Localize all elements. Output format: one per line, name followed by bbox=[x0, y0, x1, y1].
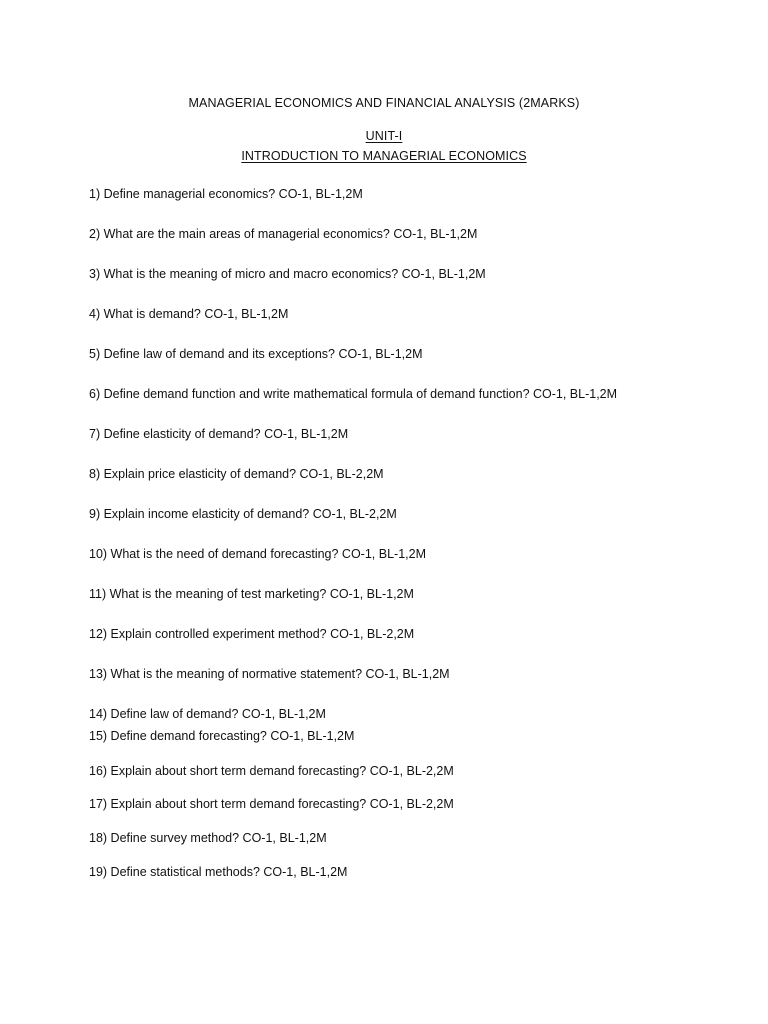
question-item: 12) Explain controlled experiment method? CO-1, BL-2,2M bbox=[89, 627, 415, 641]
question-item: 2) What are the main areas of managerial economics? CO-1, BL-1,2M bbox=[89, 227, 478, 241]
unit-heading-text: UNIT-I bbox=[365, 129, 403, 143]
section-heading bbox=[0, 148, 768, 164]
question-item: 19) Define statistical methods? CO-1, BL-1,2M bbox=[89, 865, 348, 879]
question-item: 6) Define demand function and write mathematical formula of demand function? CO-1, BL-1,2M bbox=[89, 387, 618, 401]
question-item: 18) Define survey method? CO-1, BL-1,2M bbox=[89, 831, 327, 845]
question-item: 11) What is the meaning of test marketing? CO-1, BL-1,2M bbox=[89, 587, 414, 601]
question-item: 16) Explain about short term demand forecasting? CO-1, BL-2,2M bbox=[89, 764, 454, 778]
question-item: 15) Define demand forecasting? CO-1, BL-1,2M bbox=[89, 729, 355, 743]
question-item: 10) What is the need of demand forecasting? CO-1, BL-1,2M bbox=[89, 547, 426, 561]
question-item: 5) Define law of demand and its exceptions? CO-1, BL-1,2M bbox=[89, 347, 423, 361]
question-item: 13) What is the meaning of normative statement? CO-1, BL-1,2M bbox=[89, 667, 450, 681]
question-item: 17) Explain about short term demand forecasting? CO-1, BL-2,2M bbox=[89, 797, 454, 811]
unit-heading bbox=[0, 128, 768, 144]
question-item: 3) What is the meaning of micro and macro economics? CO-1, BL-1,2M bbox=[89, 267, 486, 281]
question-item: 4) What is demand? CO-1, BL-1,2M bbox=[89, 307, 289, 321]
question-item: 14) Define law of demand? CO-1, BL-1,2M bbox=[89, 707, 326, 721]
document-title: MANAGERIAL ECONOMICS AND FINANCIAL ANALYSIS (2MARKS) bbox=[188, 96, 580, 110]
question-item: 8) Explain price elasticity of demand? CO-1, BL-2,2M bbox=[89, 467, 384, 481]
section-heading-text: INTRODUCTION TO MANAGERIAL ECONOMICS bbox=[241, 149, 527, 163]
question-item: 7) Define elasticity of demand? CO-1, BL-1,2M bbox=[89, 427, 349, 441]
question-item: 1) Define managerial economics? CO-1, BL-1,2M bbox=[89, 187, 363, 201]
question-item: 9) Explain income elasticity of demand? CO-1, BL-2,2M bbox=[89, 507, 397, 521]
